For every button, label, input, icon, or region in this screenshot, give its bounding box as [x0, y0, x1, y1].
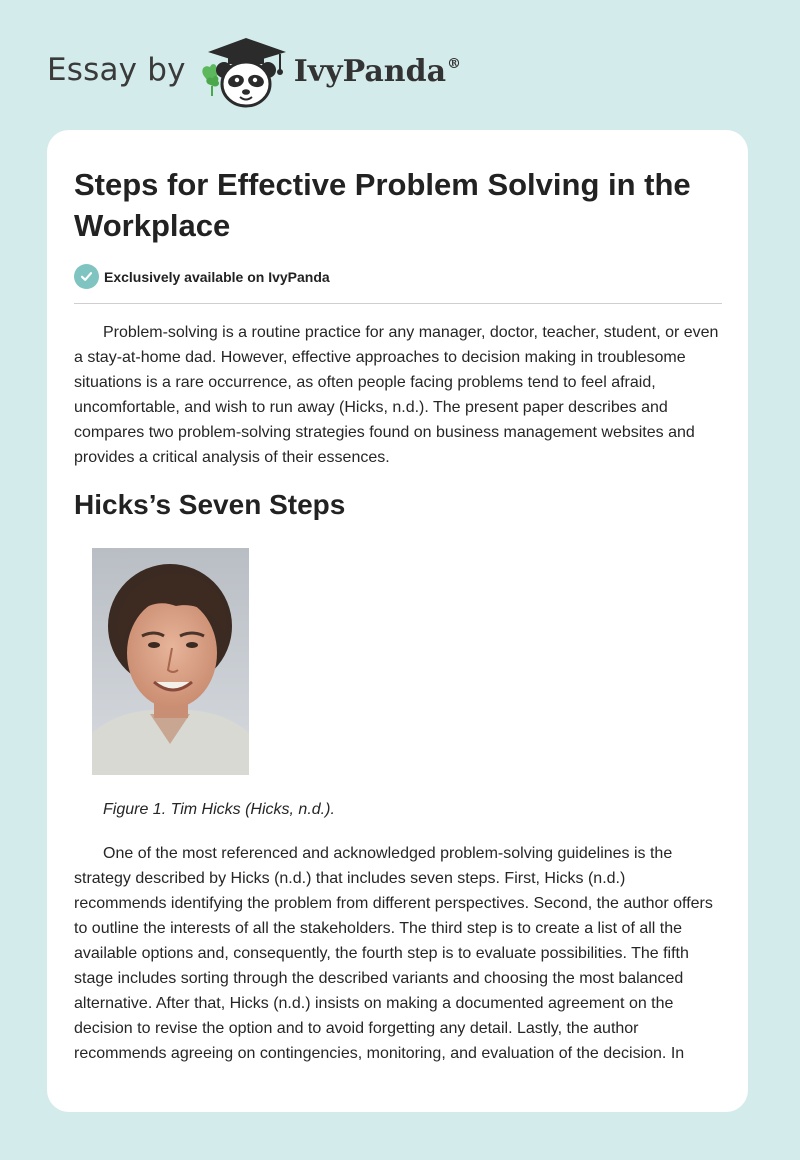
- checkmark-badge-icon: [74, 264, 99, 289]
- section-heading: Hicks’s Seven Steps: [74, 489, 346, 520]
- body-paragraph: One of the most referenced and acknowledged problem-solving guidelines is the strategy described by Hicks (n.d.) that includes seven steps. First, Hicks (n.d.) recommends identifying the problem from different perspectives. Second, the author offers to outline the interests of all the stakeholders. The third step is to create a list of all the available options and, consequently, the fourth step is to evaluate possibilities. The fifth stage includes sorting through the described variants and choosing the most balanced alternative. After that, Hicks (n.d.) insists on making a documented agreement on the decision to revise the option and to avoid forgetting any detail. Lastly, the author recommends agreeing on contingencies, monitoring, and evaluation of the decision. In: [74, 845, 713, 1062]
- page-title: Steps for Effective Problem Solving in the Workplace: [74, 167, 691, 243]
- registered-mark: ®: [447, 55, 462, 72]
- divider: [74, 303, 722, 304]
- panda-graduate-logo-icon[interactable]: [200, 34, 292, 110]
- site-header: [47, 34, 461, 110]
- figure-caption: Figure 1. Tim Hicks (Hicks, n.d.).: [103, 801, 335, 818]
- intro-paragraph: Problem-solving is a routine practice for any manager, doctor, teacher, student, or even a stay-at-home dad. However, effective approaches to decision making in troublesome situations is a rare occurrence, as often people facing problems tend to feel afraid, uncomfortable, and wish to run away (Hicks, n.d.). The present paper describes and compares two problem-solving strategies found on business management websites and provides a critical analysis of their essences.: [74, 324, 719, 466]
- essay-card: [47, 130, 748, 1112]
- exclusive-label: Exclusively available on IvyPanda: [104, 268, 330, 285]
- brand-text: IvyPanda: [293, 53, 447, 89]
- author-photo: [92, 548, 249, 775]
- exclusive-badge: [74, 264, 330, 289]
- essay-by-label: Essay by: [47, 52, 186, 88]
- brand-name[interactable]: [294, 54, 461, 89]
